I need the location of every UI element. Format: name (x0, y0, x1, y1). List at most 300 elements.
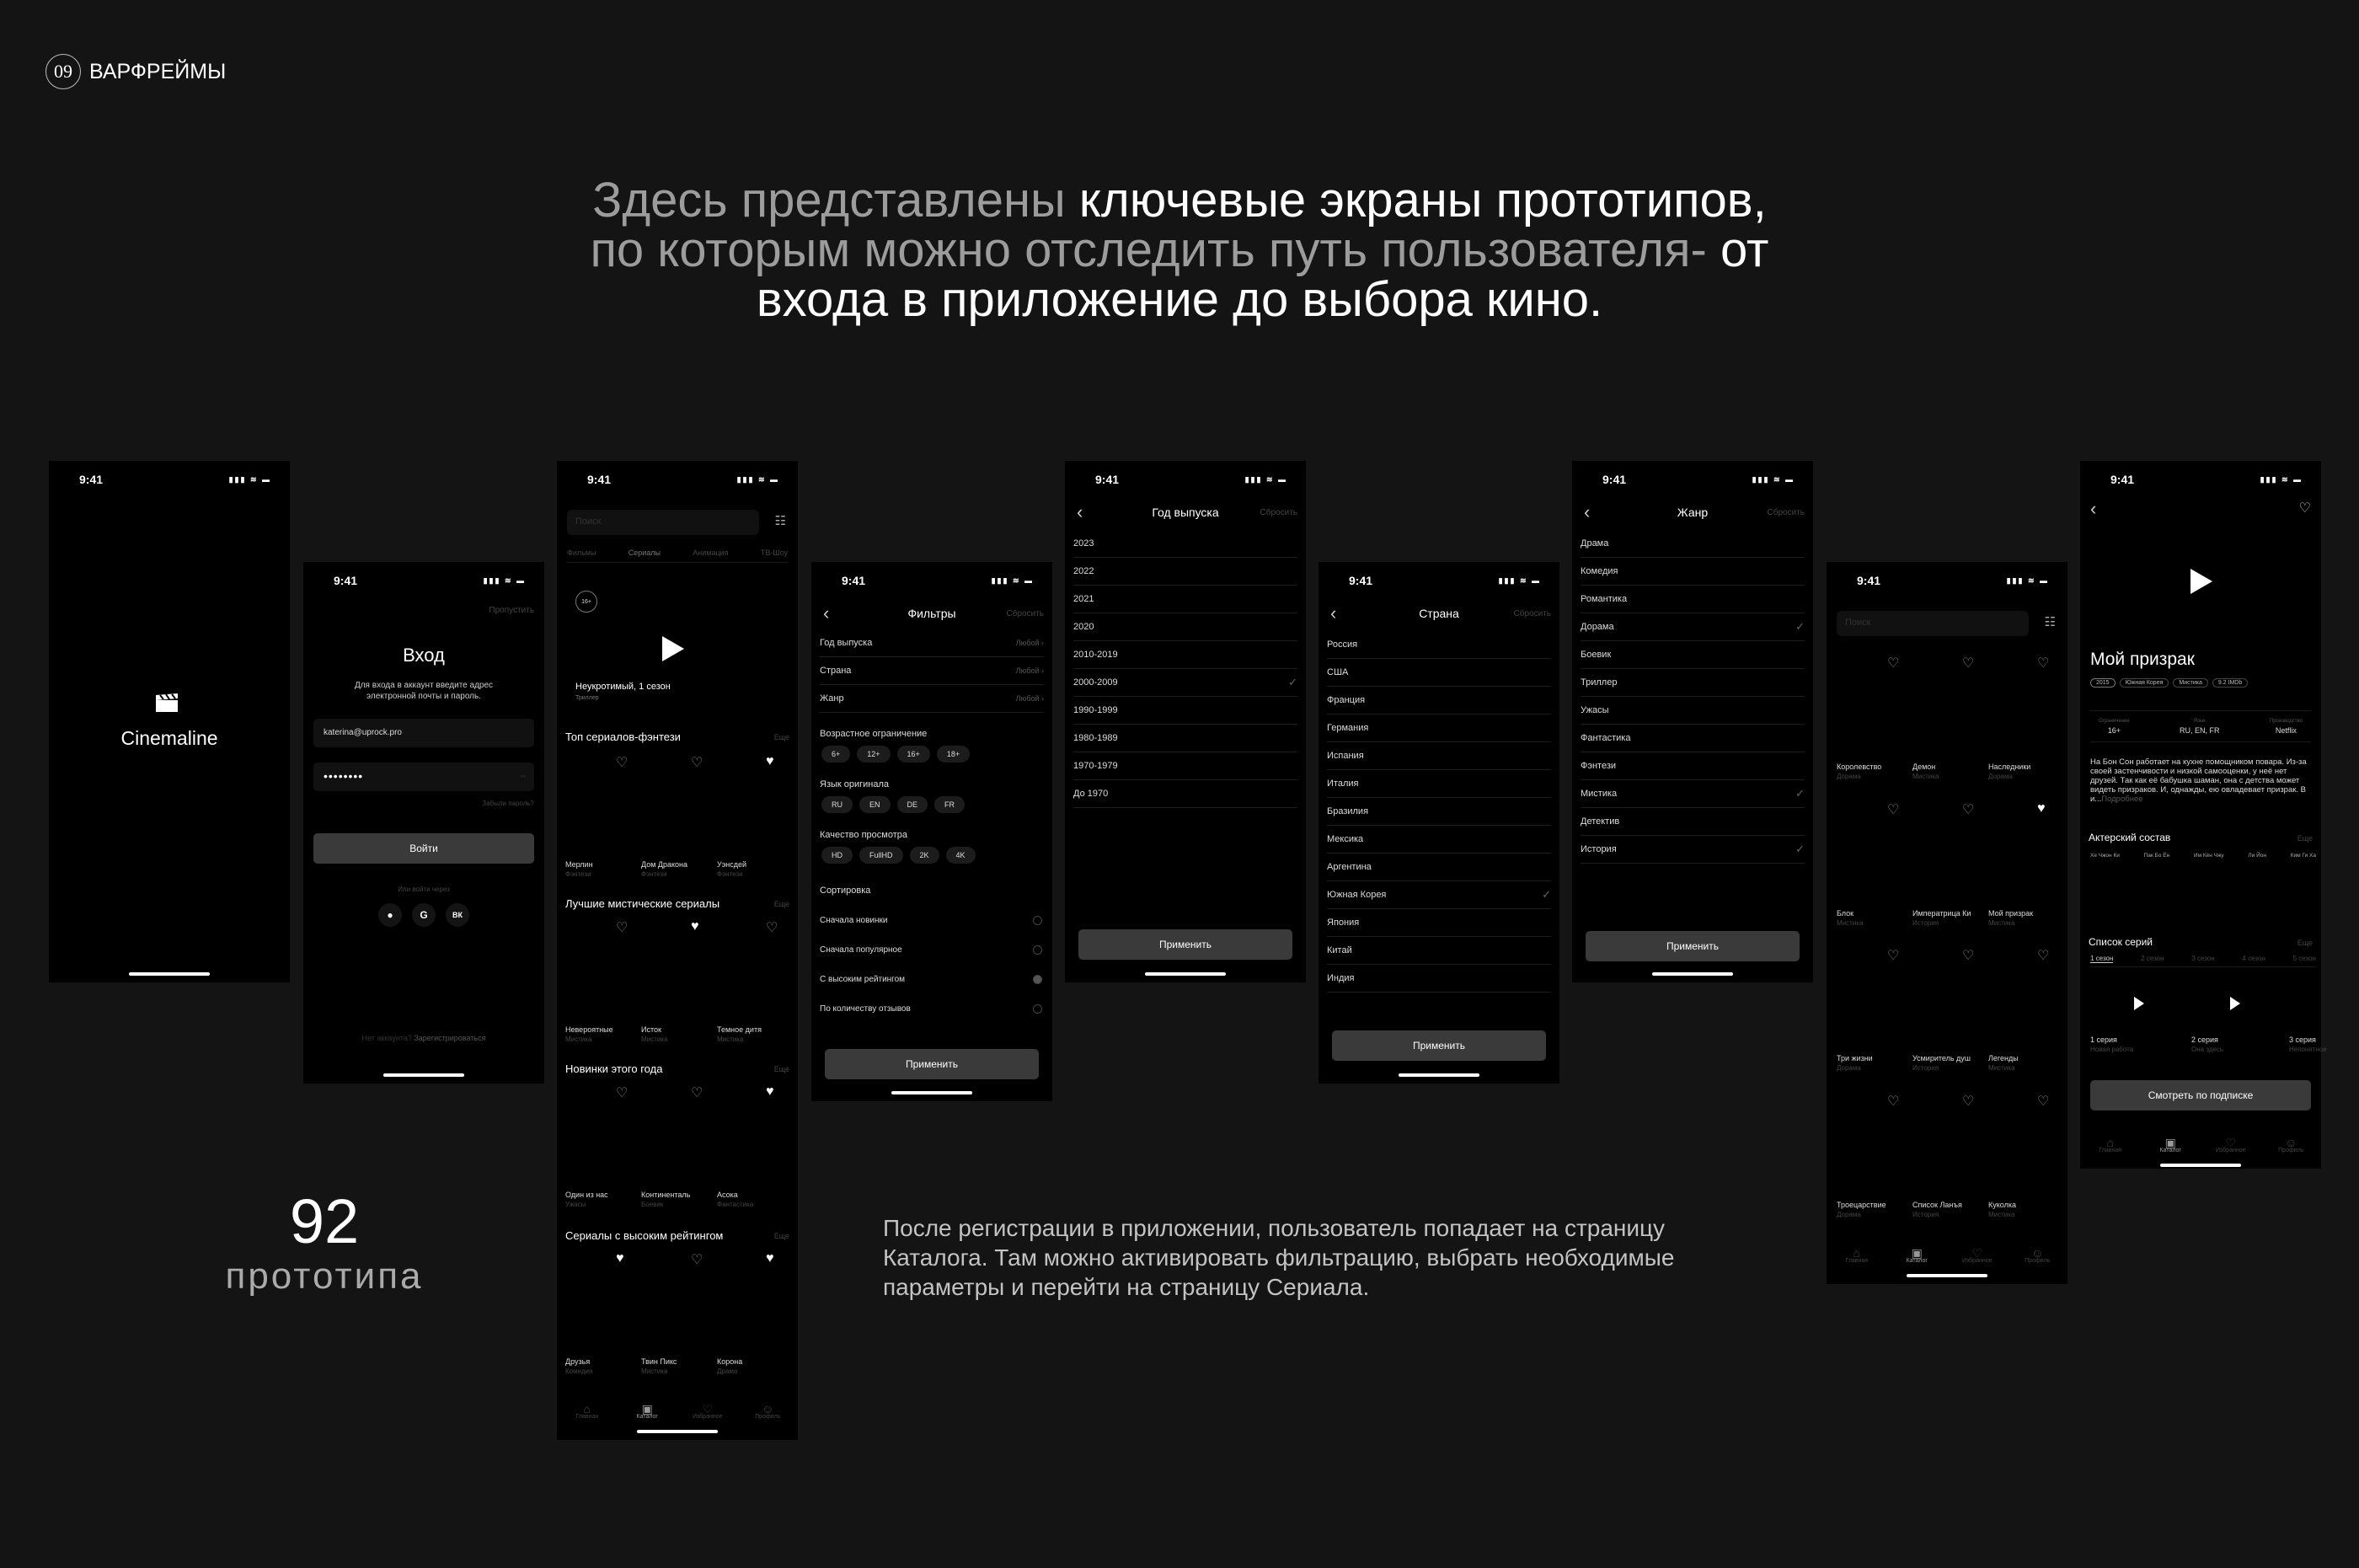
list-item[interactable] (1073, 725, 1297, 752)
show-password-icon[interactable]: ◦◦ (520, 772, 526, 780)
register-link[interactable]: Зарегистрироваться (414, 1034, 486, 1042)
item-genre: Мистика (717, 1036, 744, 1043)
result-item[interactable] (1912, 763, 1939, 781)
play-icon[interactable] (662, 636, 684, 661)
list-item[interactable] (717, 1357, 742, 1376)
list-item[interactable] (1327, 631, 1551, 659)
item-name: Мерлин (565, 860, 593, 869)
reset-link[interactable]: Сбросить (1513, 608, 1551, 618)
chip[interactable]: 6+ (821, 746, 850, 763)
result-item[interactable] (1837, 1054, 1873, 1073)
filter-row-genre[interactable] (820, 685, 1044, 713)
password-field[interactable] (313, 763, 534, 791)
list-item[interactable] (1581, 613, 1805, 641)
sort-option[interactable]: По количеству отзывов (820, 1004, 911, 1014)
quality-chips (821, 847, 976, 864)
episode-item[interactable] (2289, 1036, 2327, 1054)
item-genre: Фэнтези (641, 870, 667, 878)
login-button[interactable]: Войти (313, 833, 534, 864)
list-item[interactable] (1073, 780, 1297, 808)
episode-item[interactable] (2090, 1036, 2133, 1054)
result-item[interactable] (1988, 1201, 2016, 1219)
heart-icon[interactable]: ♡ (1962, 949, 1975, 963)
home-indicator (383, 1073, 464, 1077)
item-label: Комедия (1581, 566, 1618, 576)
list-item[interactable] (1581, 725, 1805, 752)
more-link[interactable]: Еще (773, 1232, 789, 1240)
tab-profile[interactable] (2019, 1246, 2056, 1265)
heart-icon[interactable]: ♡ (616, 756, 629, 770)
tab-animation[interactable]: Анимация (693, 549, 729, 557)
heart-icon[interactable]: ♡ (691, 1086, 703, 1100)
synopsis-text: На Бон Сон работает на кухне помощником повара. Из-за своей застенчивости и низкой самооценки, у неё нет друзей. Так как её бабушка шаман, она с детства может видеть призраков. И, однажды, ею овладевает призрак. В и... (2090, 757, 2307, 804)
back-icon[interactable]: ‹ (1330, 602, 1337, 623)
sort-option[interactable]: Сначала популярное (820, 945, 902, 955)
more-link[interactable]: Еще (773, 900, 789, 908)
result-item[interactable] (1988, 909, 2033, 928)
episodes-title: Список серий (2089, 936, 2153, 948)
more-link[interactable]: Еще (2297, 939, 2313, 947)
tab-favorites[interactable] (1959, 1246, 1996, 1265)
item-label: 1990-1999 (1073, 705, 1118, 715)
radio[interactable] (1033, 916, 1042, 925)
season-tab[interactable]: 4 сезон (2242, 955, 2265, 962)
more-link[interactable]: Еще (2297, 834, 2313, 843)
list-item[interactable] (565, 1357, 592, 1376)
meta-key: Ограничение (2099, 719, 2130, 724)
section-title: Сериалы с высоким рейтингом (565, 1229, 724, 1242)
meta-key: Производство (2269, 719, 2303, 724)
more-details-link[interactable]: Подробнее (2101, 795, 2143, 804)
heart-icon[interactable]: ♡ (1887, 1094, 1900, 1109)
item-name: Темное дитя (717, 1025, 762, 1034)
list-item[interactable] (1073, 752, 1297, 780)
item-label: Франция (1327, 695, 1366, 705)
headline-part: входа в приложение до выбора кино. (756, 272, 1603, 327)
item-genre: Комедия (565, 1367, 593, 1375)
list-item[interactable] (1073, 697, 1297, 725)
language-chips (821, 796, 965, 813)
list-item[interactable] (1327, 881, 1551, 909)
list-item[interactable] (1327, 826, 1551, 854)
status-time: 9:41 (1857, 574, 1881, 587)
list-item[interactable] (641, 1357, 677, 1376)
status-time: 9:41 (842, 574, 866, 587)
tab-profile[interactable] (749, 1402, 786, 1421)
series-meta (2090, 710, 2311, 742)
tab-series[interactable]: Сериалы (628, 549, 661, 557)
list-item[interactable] (1327, 714, 1551, 742)
item-label: Дорама (1581, 622, 1614, 632)
prototype-count-label: прототипа (225, 1255, 424, 1297)
phone-filters (811, 562, 1052, 1101)
filter-row-year[interactable] (820, 629, 1044, 657)
season-tab[interactable]: 1 сезон (2090, 955, 2114, 962)
tab-profile[interactable] (2272, 1136, 2309, 1154)
heart-icon[interactable]: ♡ (1962, 656, 1975, 671)
item-label: Индия (1327, 973, 1355, 983)
list-item[interactable] (1581, 558, 1805, 586)
prototype-count (168, 1188, 480, 1298)
list-item[interactable] (565, 1191, 608, 1209)
item-genre: Мистика (1988, 919, 2015, 927)
tab-bar (557, 1398, 798, 1428)
list-item[interactable] (565, 1025, 613, 1044)
chip[interactable]: 2K (910, 847, 939, 864)
heart-icon[interactable]: ♥ (766, 1084, 774, 1099)
heart-icon[interactable]: ♡ (2298, 501, 2311, 516)
home-icon: ⌂ (1853, 1246, 1860, 1260)
status-icons: ▮▮▮ ≋ ▬ (1498, 575, 1541, 585)
chip[interactable]: 12+ (857, 746, 890, 763)
page-title: Жанр (1677, 506, 1709, 519)
back-icon[interactable]: ‹ (2090, 498, 2097, 519)
heart-icon[interactable]: ♡ (616, 1086, 629, 1100)
more-link[interactable]: Еще (773, 1065, 789, 1073)
featured-title[interactable]: Неукротимый, 1 сезон (575, 682, 671, 692)
sort-option[interactable]: С высоким рейтингом (820, 975, 906, 984)
tab-catalog[interactable] (2152, 1136, 2189, 1154)
list-item[interactable] (1073, 641, 1297, 669)
list-item[interactable] (1581, 641, 1805, 669)
list-item[interactable] (1327, 909, 1551, 937)
headline-part: Здесь представлены (592, 173, 1079, 227)
item-name: Троецарствие (1837, 1201, 1886, 1209)
age-title: Возрастное ограничение (820, 729, 928, 739)
result-item[interactable] (1837, 1201, 1886, 1219)
catalog-icon: ▣ (641, 1402, 653, 1415)
forgot-password-link[interactable]: Забыли пароль? (482, 800, 534, 807)
list-item[interactable] (1581, 808, 1805, 836)
heart-icon[interactable]: ♡ (1887, 803, 1900, 817)
filter-value-text: Любой (1015, 666, 1040, 675)
result-item[interactable] (1912, 1054, 1971, 1073)
episode-name: 1 серия (2090, 1036, 2117, 1044)
list-item[interactable] (1581, 697, 1805, 725)
item-name: Асока (717, 1191, 738, 1199)
radio[interactable] (1033, 945, 1042, 955)
or-divider: Или войти через (398, 886, 450, 893)
item-genre: Фэнтези (717, 870, 743, 878)
filter-row-country[interactable] (820, 657, 1044, 685)
status-icons: ▮▮▮ ≋ ▬ (1752, 474, 1795, 484)
heart-icon[interactable]: ♥ (691, 919, 699, 934)
list-item[interactable] (1073, 613, 1297, 641)
result-item[interactable] (1988, 763, 2030, 781)
heart-icon[interactable]: ♡ (766, 921, 778, 935)
item-label: Китай (1327, 945, 1352, 955)
season-tab[interactable]: 2 сезон (2141, 955, 2164, 962)
year-list (1073, 530, 1297, 808)
chip[interactable]: 18+ (937, 746, 970, 763)
home-indicator (129, 972, 210, 976)
status-icons: ▮▮▮ ≋ ▬ (228, 474, 271, 484)
item-name: Корона (717, 1357, 743, 1366)
country-list (1327, 631, 1551, 993)
tab-favorites[interactable] (689, 1402, 726, 1421)
sort-title: Сортировка (820, 886, 871, 896)
filter-icon[interactable]: ☷ (2044, 615, 2056, 629)
vk-icon[interactable]: ВК (446, 903, 469, 927)
skip-link[interactable]: Пропустить (489, 606, 534, 615)
apply-button[interactable]: Применить (825, 1049, 1039, 1079)
section-title: Лучшие мистические сериалы (565, 897, 720, 910)
list-item[interactable] (717, 1191, 753, 1209)
list-item[interactable] (1327, 770, 1551, 798)
login-subtitle: Для входа в аккаунт введите адрес электронной почты и пароль. (354, 681, 494, 701)
tab-catalog[interactable] (629, 1402, 666, 1421)
heart-icon[interactable]: ♥ (2037, 801, 2046, 816)
radio[interactable] (1033, 1004, 1042, 1014)
tab-favorites[interactable] (2212, 1136, 2249, 1154)
back-icon[interactable]: ‹ (1077, 501, 1083, 522)
back-icon[interactable]: ‹ (823, 602, 830, 623)
status-time: 9:41 (1095, 473, 1120, 486)
series-title: Мой призрак (2090, 650, 2195, 669)
heart-icon[interactable]: ♡ (2037, 656, 2050, 671)
category-tabs (567, 549, 788, 563)
list-item[interactable] (1073, 530, 1297, 558)
cast-list (2090, 853, 2316, 859)
tab-home[interactable] (1838, 1246, 1875, 1265)
status-bar (557, 461, 798, 498)
list-item[interactable] (1073, 558, 1297, 586)
favorites-icon: ♡ (1971, 1246, 1983, 1260)
email-field[interactable]: katerina@uprock.pro (313, 719, 534, 747)
chip[interactable]: FullHD (859, 847, 903, 864)
chip[interactable]: FR (934, 796, 965, 813)
tab-label: Главная (1845, 1258, 1869, 1264)
filter-label: Год выпуска (820, 638, 873, 648)
list-item[interactable] (1581, 530, 1805, 558)
search-input[interactable]: Поиск (1837, 611, 2029, 636)
back-icon[interactable]: ‹ (1584, 501, 1591, 522)
watch-button[interactable]: Смотреть по подписке (2090, 1080, 2311, 1110)
play-icon[interactable] (2134, 997, 2144, 1010)
phone-year (1065, 461, 1306, 982)
item-name: Демон (1912, 763, 1936, 771)
heart-icon[interactable]: ♡ (1962, 1094, 1975, 1109)
tab-label: Профиль (2025, 1258, 2051, 1264)
favorites-icon: ♡ (2225, 1136, 2237, 1149)
episode-sub: Она здесь (2191, 1046, 2224, 1053)
heart-icon[interactable]: ♡ (2037, 949, 2050, 963)
heart-icon[interactable]: ♥ (766, 1251, 774, 1266)
chip[interactable]: HD (821, 847, 853, 864)
list-item[interactable] (1327, 854, 1551, 881)
chip[interactable]: RU (821, 796, 853, 813)
section-label: ВАРФРЕЙМЫ (89, 59, 227, 83)
list-item[interactable] (717, 1025, 762, 1044)
heart-icon[interactable]: ♡ (691, 1253, 703, 1267)
tag: Южная Корея (2120, 678, 2169, 688)
item-name: Легенды (1988, 1054, 2019, 1062)
list-item[interactable] (641, 1025, 667, 1044)
item-name: Список Ланъя (1912, 1201, 1962, 1209)
episode-item[interactable] (2191, 1036, 2223, 1054)
heart-icon[interactable]: ♥ (616, 1251, 624, 1266)
chip[interactable]: 16+ (897, 746, 930, 763)
tab-tv-shows[interactable]: ТВ-Шоу (760, 549, 788, 557)
apply-button[interactable]: Применить (1586, 931, 1800, 961)
list-item[interactable] (1327, 742, 1551, 770)
item-name: Уэнсдей (717, 860, 747, 869)
heart-icon[interactable]: ♡ (1887, 656, 1900, 671)
status-bar (811, 562, 1052, 599)
more-link[interactable]: Еще (773, 733, 789, 741)
headline-part: ключевые экраны прототипов, (1078, 173, 1767, 227)
item-genre: История (1912, 1211, 1939, 1218)
item-label: Фантастика (1581, 733, 1631, 743)
result-item[interactable] (1912, 1201, 1962, 1219)
list-item[interactable] (1073, 669, 1297, 697)
item-label: 2021 (1073, 594, 1094, 604)
result-item[interactable] (1837, 909, 1863, 928)
headline-part: от (1720, 222, 1769, 277)
cast-member[interactable]: Ли Йон (2248, 853, 2266, 859)
result-item[interactable] (1912, 909, 1971, 928)
heart-icon[interactable]: ♡ (1962, 803, 1975, 817)
reset-link[interactable]: Сбросить (1260, 507, 1297, 517)
radio[interactable] (1033, 975, 1042, 984)
play-icon[interactable] (2230, 997, 2240, 1010)
reset-link[interactable]: Сбросить (1767, 507, 1805, 517)
item-label: 1970-1979 (1073, 761, 1118, 771)
page-title: Фильтры (907, 607, 956, 620)
item-genre: Дорама (1988, 773, 2013, 780)
list-item[interactable] (641, 1191, 690, 1209)
item-genre: Мистика (1912, 773, 1939, 780)
favorites-icon: ♡ (702, 1402, 714, 1415)
status-time: 9:41 (334, 574, 358, 587)
tab-label: Главная (575, 1414, 599, 1420)
meta-value: 16+ (2107, 726, 2121, 735)
chip[interactable]: DE (897, 796, 928, 813)
item-genre: Боевик (641, 1201, 664, 1208)
list-item[interactable] (1327, 798, 1551, 826)
item-genre: Дорама (1837, 1211, 1861, 1218)
item-label: Италия (1327, 779, 1359, 789)
list-item[interactable] (1327, 965, 1551, 993)
item-label: Мексика (1327, 834, 1364, 844)
item-label: Романтика (1581, 594, 1628, 604)
profile-icon: ☺ (2031, 1246, 2044, 1260)
cast-member[interactable]: Пак Бо Ён (2143, 853, 2170, 859)
list-item[interactable] (1581, 752, 1805, 780)
tab-label: Избранное (693, 1414, 723, 1420)
item-name: Дом Дракона (641, 860, 688, 869)
home-indicator (1652, 972, 1733, 976)
phone-genre (1572, 461, 1813, 982)
filter-label: Страна (820, 666, 852, 676)
home-indicator (1145, 972, 1226, 976)
check-icon: ✓ (1542, 888, 1551, 901)
list-item[interactable] (717, 860, 746, 879)
item-name: Мой призрак (1988, 909, 2034, 918)
list-item[interactable] (1327, 687, 1551, 714)
home-indicator (637, 1430, 718, 1433)
list-item[interactable] (1327, 937, 1551, 965)
google-icon[interactable]: G (412, 903, 436, 927)
tab-movies[interactable]: Фильмы (567, 549, 596, 557)
age-badge: 16+ (575, 591, 597, 613)
list-item[interactable] (1581, 669, 1805, 697)
result-item[interactable] (1837, 763, 1881, 781)
heart-icon[interactable]: ♡ (616, 921, 629, 935)
item-name: Императрица Ки (1912, 909, 1971, 918)
heart-icon[interactable]: ♡ (2037, 1094, 2050, 1109)
item-label: США (1327, 667, 1349, 677)
status-time: 9:41 (1349, 574, 1373, 587)
apply-button[interactable]: Применить (1332, 1030, 1546, 1061)
list-item[interactable] (1581, 586, 1805, 613)
list-item[interactable] (1581, 836, 1805, 864)
list-item[interactable] (641, 860, 687, 879)
filter-value: Любой › (1015, 639, 1044, 647)
tag: Мистика (2173, 678, 2207, 688)
apply-button[interactable]: Применить (1078, 929, 1292, 960)
chip[interactable]: EN (859, 796, 891, 813)
search-input[interactable]: Поиск (567, 510, 759, 535)
list-item[interactable] (1073, 586, 1297, 613)
cast-member[interactable]: Хе Чжон Ки (2090, 853, 2120, 859)
item-genre: Мистика (1988, 1064, 2015, 1072)
phone-splash (49, 461, 290, 982)
no-account-text: Нет аккаунта? (361, 1034, 412, 1042)
tab-home[interactable] (569, 1402, 606, 1421)
item-label: Детектив (1581, 816, 1620, 827)
reset-link[interactable]: Сбросить (1006, 608, 1044, 618)
item-name: Блок (1837, 909, 1854, 918)
tab-label: Избранное (2216, 1148, 2246, 1153)
status-icons: ▮▮▮ ≋ ▬ (991, 575, 1034, 585)
list-item[interactable] (565, 860, 593, 879)
meta-value: Netflix (2275, 726, 2297, 735)
apple-icon[interactable]: ● (378, 903, 402, 927)
item-label: Аргентина (1327, 862, 1372, 872)
list-item[interactable] (1327, 659, 1551, 687)
item-label: 1980-1989 (1073, 733, 1118, 743)
heart-icon[interactable]: ♡ (1887, 949, 1900, 963)
item-genre: Дорама (1837, 773, 1861, 780)
item-label: До 1970 (1073, 789, 1109, 799)
phone-catalog (557, 461, 798, 1440)
tab-catalog[interactable] (1898, 1246, 1935, 1265)
cast-member[interactable]: Ким Ги Ха (2290, 853, 2316, 859)
season-tab[interactable]: 5 сезон (2292, 955, 2316, 962)
chip[interactable]: 4K (946, 847, 976, 864)
list-item[interactable] (1581, 780, 1805, 808)
result-item[interactable] (1988, 1054, 2019, 1073)
item-label: Фэнтези (1581, 761, 1617, 771)
cast-member[interactable]: Им Кён Чжу (2193, 853, 2224, 859)
tab-label: Каталог (636, 1414, 658, 1420)
episode-name: 2 серия (2191, 1036, 2218, 1044)
item-label: Боевик (1581, 650, 1612, 660)
item-label: Бразилия (1327, 806, 1369, 816)
play-icon[interactable] (2190, 569, 2212, 594)
item-name: Континенталь (641, 1191, 691, 1199)
season-tab[interactable]: 3 сезон (2191, 955, 2215, 962)
status-bar (1065, 461, 1306, 498)
home-icon: ⌂ (583, 1402, 591, 1415)
tab-home[interactable] (2092, 1136, 2129, 1154)
item-genre: Мистика (641, 1036, 668, 1043)
heart-icon[interactable]: ♡ (691, 756, 703, 770)
heart-icon[interactable]: ♥ (766, 754, 774, 768)
filter-icon[interactable]: ☷ (774, 514, 786, 528)
sort-option[interactable]: Сначала новинки (820, 916, 888, 925)
